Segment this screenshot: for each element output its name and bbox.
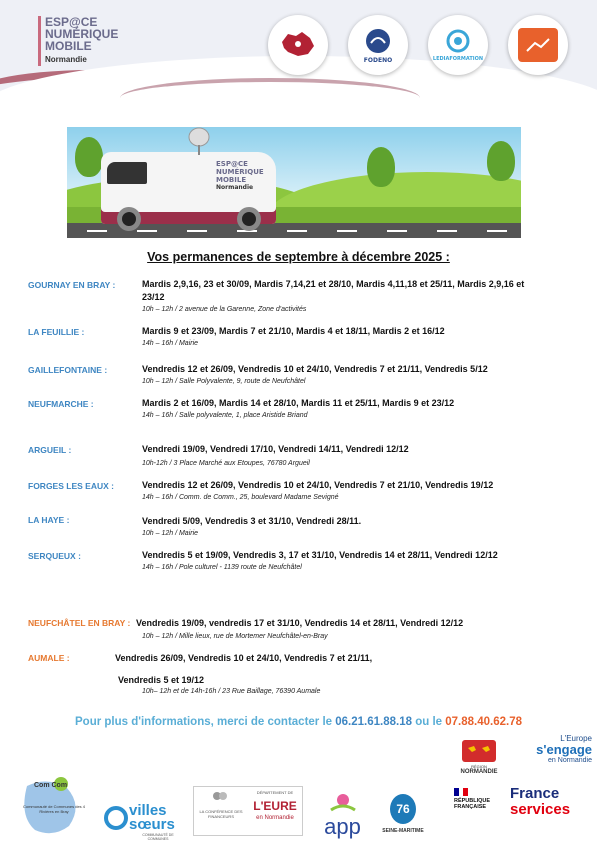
- page-title: Vos permanences de septembre à décembre 2025 :: [147, 250, 450, 264]
- tree-icon: [367, 147, 395, 187]
- town-label: LA HAYE :: [28, 515, 70, 525]
- town-label: NEUFMARCHE :: [28, 399, 94, 409]
- schedule-info: 10h – 12h / Mille lieux, rue de Mortemer Neufchâtel-en-Bray: [142, 633, 328, 640]
- town-label: LA FEUILLIE :: [28, 327, 85, 337]
- fodeno-logo: [348, 15, 408, 75]
- town-label: FORGES LES EAUX :: [28, 481, 114, 491]
- contact-line: [0, 716, 597, 728]
- schedule-dates: Vendredis 12 et 26/09, Vendredis 10 et 24/10, Vendredis 7 et 21/11, Vendredis 5/12: [142, 364, 488, 374]
- schedule-info: 14h – 16h / Pole culturel - 1139 route de Neufchâtel: [142, 564, 302, 571]
- wheel-icon: [117, 207, 141, 231]
- van-lettering: ESP@CE NUMÉRIQUE MOBILE Normandie: [216, 160, 264, 191]
- schedule-info: 10h – 12h / Mairie: [142, 530, 199, 537]
- schedule-dates: Mardis 9 et 23/09, Mardis 7 et 21/10, Mardis 4 et 18/11, Mardis 2 et 16/12: [142, 326, 445, 336]
- schedule-dates: Vendredis 12 et 26/09, Vendredis 10 et 24/10, Vendredis 7 et 21/10, Vendredis 19/12: [142, 480, 494, 490]
- tree-icon: [75, 137, 103, 177]
- van-banner-illustration: [67, 127, 521, 238]
- schedule-info: 10h-12h / 3 Place Marché aux Etoupes, 76780 Argueil: [142, 460, 310, 467]
- schedule-dates: Vendredis 26/09, Vendredis 10 et 24/10, Vendredis 7 et 21/11,: [115, 653, 373, 663]
- satellite-dish-icon: [187, 127, 211, 155]
- schedule-info: 14h – 16h / Comm. de Comm., 25, boulevard Madame Sevigné: [142, 494, 339, 501]
- villes-soeurs-logo: villes sœurs COMMUNAUTÉ DE COMMUNES: [103, 800, 183, 840]
- region-normandie-logo: RÉGION NORMANDIE: [454, 740, 504, 784]
- seine-maritime-logo: 76 SEINE-MARITIME: [382, 794, 424, 840]
- france-services-logo: France services: [510, 785, 571, 818]
- logo-line-3: MOBILE: [45, 39, 92, 53]
- europe-normandie-logo: L'Europe s'engage en Normandie: [536, 734, 592, 764]
- wheel-icon: [237, 207, 261, 231]
- schedule-dates-2: Vendredis 5 et 19/12: [118, 675, 205, 685]
- app-logo: app: [315, 792, 370, 838]
- logo-line-1: ESP@CE: [45, 15, 98, 29]
- fodeno-label: FODENO: [363, 56, 393, 64]
- town-label: AUMALE :: [28, 653, 70, 663]
- ledia-label: LEDIAFORMATION: [432, 56, 484, 62]
- town-label: NEUFCHÂTEL EN BRAY :: [28, 618, 131, 628]
- phone-number-2[interactable]: 07.88.40.62.78: [445, 716, 522, 728]
- partner-orange-logo: [508, 15, 568, 75]
- schedule-info: 10h– 12h et de 14h-16h / 23 Rue Baillage, 76390 Aumale: [142, 688, 321, 695]
- contact-or: ou le: [412, 716, 446, 728]
- schedule-dates: Mardis 2 et 16/09, Mardis 14 et 28/10, Mardis 11 et 25/11, Mardis 9 et 23/12: [142, 398, 455, 408]
- town-label: SERQUEUX :: [28, 551, 81, 561]
- schedule-info: 14h – 16h / Salle polyvalente, 1, place Aristide Briand: [142, 412, 308, 419]
- town-label: ARGUEIL :: [28, 445, 72, 455]
- espace-numerique-logo: [45, 16, 118, 66]
- lediaformation-logo: [428, 15, 488, 75]
- normandie-map-logo: [268, 15, 328, 75]
- phone-number-1[interactable]: 06.21.61.88.18: [335, 716, 413, 728]
- tree-icon: [487, 141, 515, 181]
- republique-francaise-logo: RÉPUBLIQUE FRANÇAISE: [454, 788, 504, 834]
- schedule-dates: Vendredis 5 et 19/09, Vendredis 3, 17 et 31/10, Vendredis 14 et 28/11, Vendredi 12/12: [142, 550, 498, 560]
- schedule-info: 10h – 12h / 2 avenue de la Garenne, Zone d'activités: [142, 306, 307, 313]
- town-label: GOURNAY EN BRAY :: [28, 280, 116, 290]
- logo-line-2: NUMÉRIQUE: [45, 27, 119, 41]
- schedule-info: 14h – 16h / Mairie: [142, 340, 199, 347]
- town-label: GAILLEFONTAINE :: [28, 365, 108, 375]
- schedule-dates: Mardis 2,9,16, 23 et 30/09, Mardis 7,14,21 et 28/10, Mardis 4,11,18 et 25/11, Mardis 2,9,16 et 23/12: [142, 279, 525, 302]
- schedule-dates: Vendredis 19/09, vendredis 17 et 31/10, Vendredis 14 et 28/11, Vendredi 12/12: [136, 618, 464, 628]
- schedule-dates: Vendredi 5/09, Vendredis 3 et 31/10, Vendredi 28/11.: [142, 516, 362, 526]
- schedule-info: 10h – 12h / Salle Polyvalente, 9, route de Neufchâtel: [142, 378, 306, 385]
- conference-eure-logo: LA CONFÉRENCE DES FINANCEURS DÉPARTEMENT DE L'EURE en Normandie: [193, 786, 303, 836]
- logo-line-4: Normandie: [45, 55, 87, 64]
- logo-bar: [38, 16, 41, 66]
- ccom-4-rivieres-logo: Com Com Communauté de Communes des 4 Rivières en Bray: [12, 776, 92, 836]
- contact-text: Pour plus d'informations, merci de contacter le: [75, 716, 336, 728]
- schedule-dates: Vendredi 19/09, Vendredi 17/10, Vendredi 14/11, Vendredi 12/12: [142, 444, 409, 454]
